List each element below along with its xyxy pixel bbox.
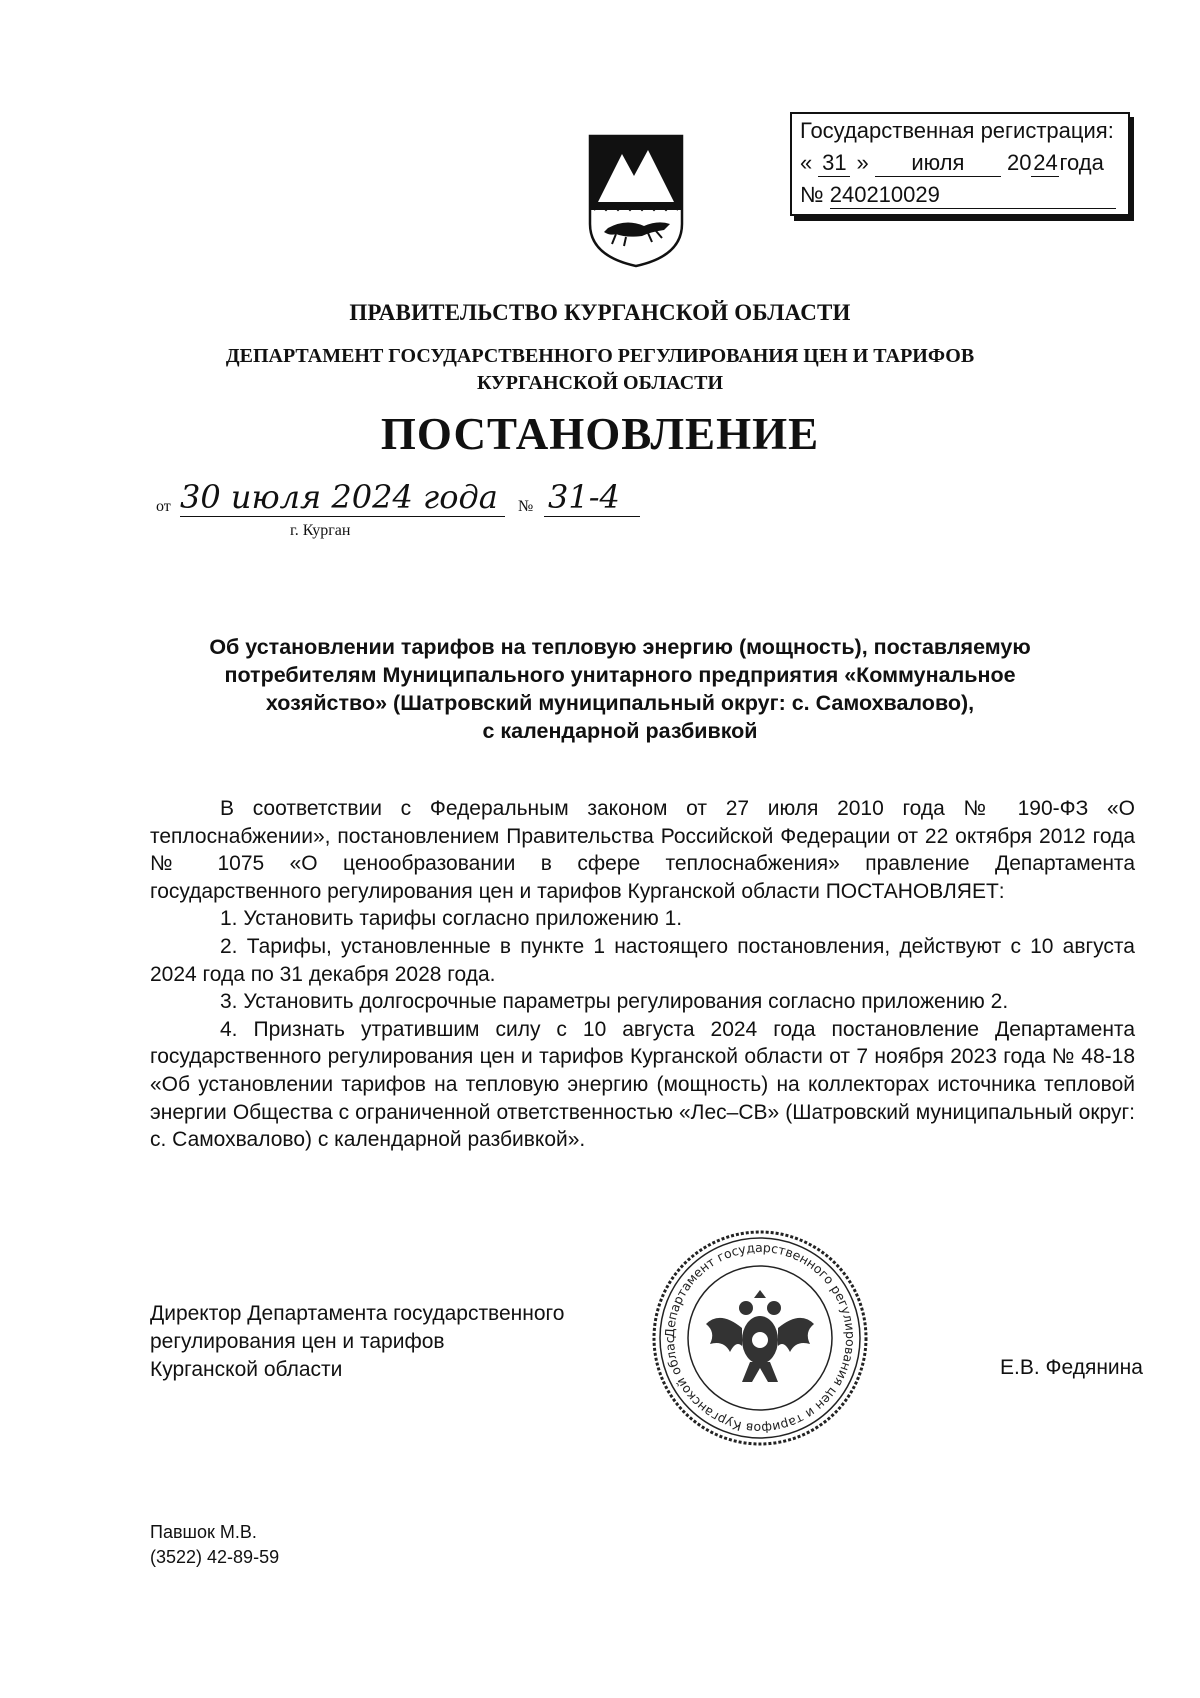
signatory-title-line1: Директор Департамента государственного (150, 1302, 565, 1325)
city-label: г. Курган (290, 522, 351, 539)
seal-text: Департамент государственного регулирования цен и тарифов Курганской облас (661, 1239, 859, 1437)
registration-year-prefix: 20 (1007, 150, 1032, 175)
date-number-line (156, 470, 641, 530)
government-title: ПРАВИТЕЛЬСТВО КУРГАНСКОЙ ОБЛАСТИ (349, 300, 851, 325)
registration-label: Государственная регистрация: (800, 118, 1114, 143)
body-preamble: В соответствии с Федеральным законом от 27 июля 2010 года № 190-ФЗ «О теплоснабжении», постановлением Правительства Российской Федерации от 22 октября 2012 года № 1075 «О ценообразовании в сфере теплоснабжения» правление Департамента государственного регулирования цен и тарифов Курганской области ПОСТАНОВЛЯЕТ: (150, 797, 1135, 903)
registration-month: июля (875, 150, 1001, 177)
body-item-2: 2. Тарифы, установленные в пункте 1 настоящего постановления, действуют с 10 августа 2024 года по 31 декабря 2028 года. (150, 934, 1135, 986)
executor-info (150, 1520, 279, 1570)
registration-number-row (800, 182, 1116, 209)
registration-number: 240210029 (830, 182, 1116, 209)
quote-open: « (800, 150, 813, 175)
body-item-1: 1. Установить тарифы согласно приложению 1. (220, 907, 683, 931)
subject-line4: с календарной разбивкой (482, 719, 758, 743)
coat-of-arms (586, 132, 686, 270)
date-underline (180, 516, 505, 517)
subject-line2: потребителям Муниципального унитарного предприятия «Коммунальное (224, 663, 1016, 687)
document-type-title: ПОСТАНОВЛЕНИЕ (380, 409, 820, 459)
signatory-title (150, 1300, 564, 1384)
registration-year-word: года (1059, 150, 1104, 175)
signatory-name: Е.В. Федянина (1000, 1356, 1143, 1379)
date-from-label: от (156, 498, 171, 515)
body-item-4: 4. Признать утратившим силу с 10 августа 2024 года постановление Департамента государственного регулирования цен и тарифов Курганской области от 7 ноября 2023 года № 48-18 «Об установлении тарифов на тепловую энергию (мощность) на коллекторах источника тепловой энергии Общества с ограниченной ответственностью «Лес–СВ» (Шатровский муниципальный округ: с. Самохвалово) с календарной разбивкой». (150, 1017, 1135, 1152)
subject-line1: Об установлении тарифов на тепловую энергию (мощность), поставляемую (209, 635, 1031, 659)
official-seal (650, 1228, 870, 1448)
seal-icon (650, 1228, 870, 1448)
department-title-line2: КУРГАНСКОЙ ОБЛАСТИ (476, 372, 724, 394)
registration-number-label: № (800, 182, 824, 207)
document-subject (150, 633, 1090, 745)
executor-phone: (3522) 42-89-59 (150, 1547, 280, 1567)
body-item-3: 3. Установить долгосрочные параметры регулирования согласно приложению 2. (220, 990, 1009, 1014)
department-title-line1: ДЕПАРТАМЕНТ ГОСУДАРСТВЕННОГО РЕГУЛИРОВАНИЯ ЦЕН И ТАРИФОВ (225, 345, 975, 367)
executor-name: Павшок М.В. (150, 1522, 257, 1542)
number-label: № (518, 498, 534, 515)
number-handwritten: 31-4 (548, 478, 620, 516)
registration-date (800, 150, 1104, 177)
date-handwritten: 30 июля 2024 года (180, 478, 498, 516)
number-underline (544, 516, 640, 517)
signatory-title-line2: регулирования цен и тарифов (150, 1330, 445, 1353)
quote-close: » (856, 150, 869, 175)
coat-of-arms-icon (586, 132, 686, 270)
signatory-title-line3: Курганской области (150, 1358, 343, 1381)
subject-line3: хозяйство» (Шатровский муниципальный округ: с. Самохвалово), (265, 691, 975, 715)
document-body (150, 795, 1135, 1154)
department-title (0, 343, 1200, 397)
registration-box (790, 112, 1130, 216)
registration-year-suffix: 24 (1033, 150, 1058, 175)
registration-day: 31 (818, 150, 850, 177)
